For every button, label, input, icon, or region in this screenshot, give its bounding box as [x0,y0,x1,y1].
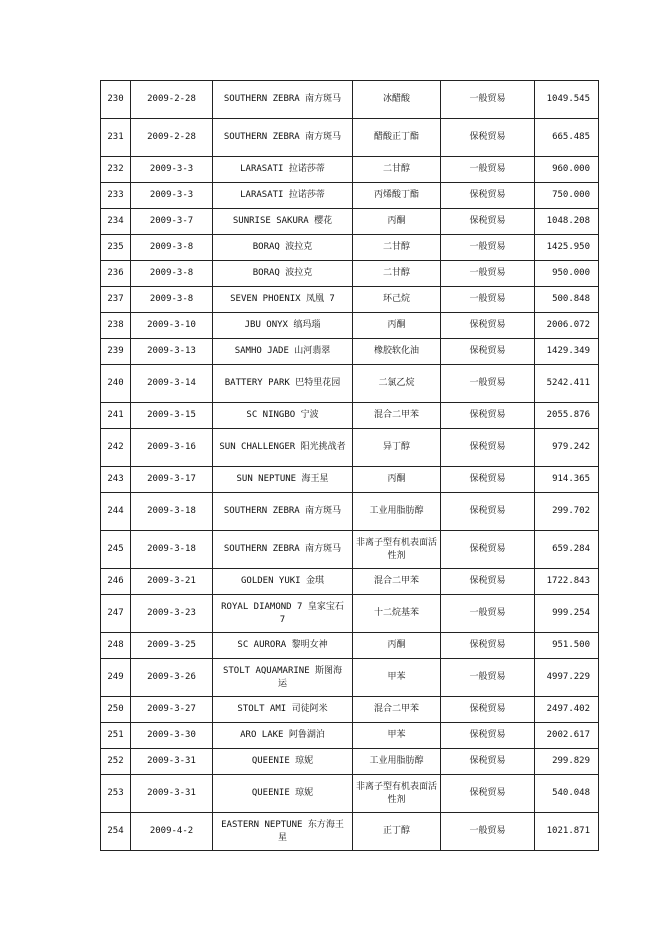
row-goods: 混合二甲苯 [353,403,441,429]
table-row [101,209,599,235]
table-row [101,339,599,365]
row-goods: 丙酮 [353,209,441,235]
row-vessel: BORAQ 波拉克 [213,261,353,287]
table-row [101,467,599,493]
row-amount: 665.485 [535,119,599,157]
table-row [101,403,599,429]
row-date: 2009-3-30 [131,723,213,749]
row-number: 248 [101,633,131,659]
row-amount: 1049.545 [535,81,599,119]
row-vessel: SC NINGBO 宁波 [213,403,353,429]
row-trade-type: 保税贸易 [441,493,535,531]
row-date: 2009-3-14 [131,365,213,403]
row-trade-type: 一般贸易 [441,157,535,183]
row-trade-type: 保税贸易 [441,531,535,569]
row-amount: 1722.843 [535,569,599,595]
row-number: 237 [101,287,131,313]
table-row [101,775,599,813]
row-goods: 工业用脂肪醇 [353,493,441,531]
row-goods: 混合二甲苯 [353,697,441,723]
row-date: 2009-3-15 [131,403,213,429]
row-number: 251 [101,723,131,749]
table-row [101,493,599,531]
row-goods: 丙酮 [353,467,441,493]
row-goods: 非离子型有机表面活性剂 [353,531,441,569]
row-vessel: SOUTHERN ZEBRA 南方斑马 [213,493,353,531]
row-amount: 2055.876 [535,403,599,429]
row-date: 2009-3-8 [131,261,213,287]
row-number: 230 [101,81,131,119]
row-goods: 二氯乙烷 [353,365,441,403]
row-vessel: GOLDEN YUKI 金琪 [213,569,353,595]
row-trade-type: 保税贸易 [441,467,535,493]
row-goods: 环己烷 [353,287,441,313]
row-trade-type: 保税贸易 [441,339,535,365]
row-vessel: SOUTHERN ZEBRA 南方斑马 [213,119,353,157]
row-amount: 999.254 [535,595,599,633]
row-number: 252 [101,749,131,775]
row-date: 2009-3-8 [131,287,213,313]
row-goods: 丙酮 [353,633,441,659]
row-trade-type: 保税贸易 [441,403,535,429]
row-vessel: BATTERY PARK 巴特里花园 [213,365,353,403]
row-number: 236 [101,261,131,287]
row-date: 2009-3-3 [131,183,213,209]
row-goods: 异丁醇 [353,429,441,467]
row-goods: 非离子型有机表面活性剂 [353,775,441,813]
row-vessel: LARASATI 拉诺莎蒂 [213,157,353,183]
row-vessel: QUEENIE 琼妮 [213,749,353,775]
row-date: 2009-3-7 [131,209,213,235]
table-row [101,659,599,697]
row-number: 246 [101,569,131,595]
row-vessel: ROYAL DIAMOND 7 皇家宝石 7 [213,595,353,633]
row-date: 2009-3-18 [131,493,213,531]
row-vessel: QUEENIE 琼妮 [213,775,353,813]
row-number: 233 [101,183,131,209]
row-goods: 十二烷基苯 [353,595,441,633]
row-amount: 1048.208 [535,209,599,235]
row-goods: 二甘醇 [353,157,441,183]
row-vessel: BORAQ 波拉克 [213,235,353,261]
row-number: 253 [101,775,131,813]
table-row [101,287,599,313]
row-trade-type: 一般贸易 [441,659,535,697]
row-trade-type: 保税贸易 [441,119,535,157]
row-number: 239 [101,339,131,365]
row-amount: 5242.411 [535,365,599,403]
row-goods: 二甘醇 [353,235,441,261]
row-number: 244 [101,493,131,531]
row-goods: 二甘醇 [353,261,441,287]
table-row [101,81,599,119]
table-row [101,697,599,723]
table-row [101,235,599,261]
row-number: 232 [101,157,131,183]
row-number: 245 [101,531,131,569]
row-goods: 正丁醇 [353,813,441,851]
row-vessel: SOUTHERN ZEBRA 南方斑马 [213,531,353,569]
row-amount: 950.000 [535,261,599,287]
row-number: 235 [101,235,131,261]
row-number: 242 [101,429,131,467]
table-row [101,595,599,633]
row-amount: 2006.072 [535,313,599,339]
table-row [101,813,599,851]
row-goods: 甲苯 [353,723,441,749]
row-amount: 951.500 [535,633,599,659]
row-amount: 2002.617 [535,723,599,749]
row-trade-type: 一般贸易 [441,287,535,313]
row-vessel: EASTERN NEPTUNE 东方海王星 [213,813,353,851]
row-goods: 橡胶软化油 [353,339,441,365]
row-goods: 丙烯酸丁酯 [353,183,441,209]
table-row [101,633,599,659]
row-date: 2009-2-28 [131,119,213,157]
row-goods: 工业用脂肪醇 [353,749,441,775]
table-row [101,569,599,595]
table-row [101,365,599,403]
row-vessel: SUN CHALLENGER 阳光挑战者 [213,429,353,467]
row-date: 2009-3-25 [131,633,213,659]
row-vessel: STOLT AMI 司徒阿米 [213,697,353,723]
table-row [101,723,599,749]
row-date: 2009-2-28 [131,81,213,119]
row-date: 2009-3-27 [131,697,213,723]
row-amount: 1425.950 [535,235,599,261]
row-vessel: SAMHO JADE 山河翡翠 [213,339,353,365]
row-number: 243 [101,467,131,493]
row-amount: 750.000 [535,183,599,209]
row-trade-type: 一般贸易 [441,813,535,851]
row-trade-type: 保税贸易 [441,723,535,749]
table-row [101,261,599,287]
row-date: 2009-3-23 [131,595,213,633]
row-trade-type: 保税贸易 [441,183,535,209]
row-goods: 醋酸正丁酯 [353,119,441,157]
row-goods: 混合二甲苯 [353,569,441,595]
row-vessel: SOUTHERN ZEBRA 南方斑马 [213,81,353,119]
row-amount: 2497.402 [535,697,599,723]
row-trade-type: 保税贸易 [441,633,535,659]
row-number: 238 [101,313,131,339]
row-date: 2009-3-16 [131,429,213,467]
row-vessel: SUNRISE SAKURA 樱花 [213,209,353,235]
row-vessel: STOLT AQUAMARINE 斯图海运 [213,659,353,697]
row-amount: 1021.871 [535,813,599,851]
table-row [101,157,599,183]
row-amount: 500.848 [535,287,599,313]
row-amount: 540.048 [535,775,599,813]
row-trade-type: 保税贸易 [441,429,535,467]
row-goods: 甲苯 [353,659,441,697]
table-row [101,313,599,339]
row-trade-type: 保税贸易 [441,209,535,235]
row-trade-type: 保税贸易 [441,569,535,595]
ledger-body [101,81,599,851]
row-amount: 914.365 [535,467,599,493]
table-row [101,429,599,467]
row-trade-type: 一般贸易 [441,365,535,403]
row-number: 254 [101,813,131,851]
row-date: 2009-3-3 [131,157,213,183]
row-date: 2009-3-31 [131,775,213,813]
row-amount: 659.284 [535,531,599,569]
row-vessel: LARASATI 拉诺莎蒂 [213,183,353,209]
row-date: 2009-3-18 [131,531,213,569]
row-amount: 1429.349 [535,339,599,365]
row-number: 240 [101,365,131,403]
row-trade-type: 一般贸易 [441,595,535,633]
cargo-ledger-table [100,80,599,851]
row-number: 249 [101,659,131,697]
row-number: 231 [101,119,131,157]
row-vessel: JBU ONYX 缟玛瑙 [213,313,353,339]
row-date: 2009-3-26 [131,659,213,697]
table-row [101,183,599,209]
table-row [101,749,599,775]
row-trade-type: 保税贸易 [441,313,535,339]
row-amount: 299.829 [535,749,599,775]
row-date: 2009-3-10 [131,313,213,339]
row-amount: 979.242 [535,429,599,467]
row-trade-type: 保税贸易 [441,749,535,775]
row-trade-type: 保税贸易 [441,697,535,723]
row-date: 2009-3-21 [131,569,213,595]
row-trade-type: 一般贸易 [441,81,535,119]
row-amount: 960.000 [535,157,599,183]
table-row [101,531,599,569]
row-trade-type: 一般贸易 [441,261,535,287]
row-number: 247 [101,595,131,633]
row-trade-type: 一般贸易 [441,235,535,261]
row-date: 2009-4-2 [131,813,213,851]
row-vessel: SEVEN PHOENIX 凤凰 7 [213,287,353,313]
row-vessel: ARO LAKE 阿鲁湖泊 [213,723,353,749]
row-vessel: SC AURORA 黎明女神 [213,633,353,659]
row-goods: 丙酮 [353,313,441,339]
row-date: 2009-3-17 [131,467,213,493]
row-vessel: SUN NEPTUNE 海王星 [213,467,353,493]
table-row [101,119,599,157]
row-trade-type: 保税贸易 [441,775,535,813]
row-amount: 299.702 [535,493,599,531]
row-goods: 冰醋酸 [353,81,441,119]
row-date: 2009-3-8 [131,235,213,261]
row-date: 2009-3-13 [131,339,213,365]
row-date: 2009-3-31 [131,749,213,775]
row-number: 234 [101,209,131,235]
row-number: 250 [101,697,131,723]
row-number: 241 [101,403,131,429]
row-amount: 4997.229 [535,659,599,697]
